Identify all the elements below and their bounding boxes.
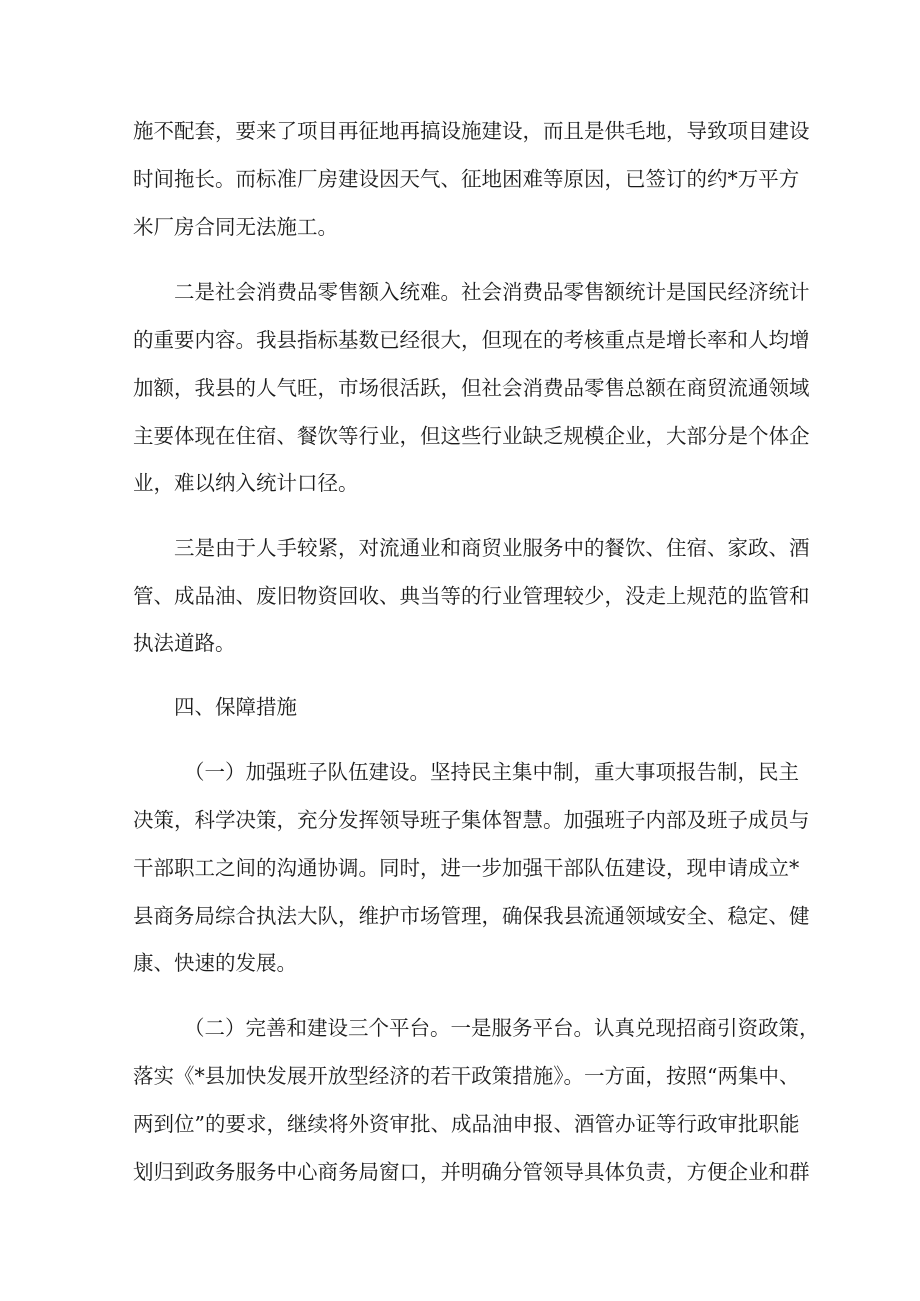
paragraph-2-line-4: 主要体现在住宿、餐饮等行业，但这些行业缺乏规模企业，大部分是个体企	[133, 424, 810, 448]
paragraph-5-line-3: 干部职工之间的沟通协调。同时，进一步加强干部队伍建设，现申请成立*	[133, 856, 800, 880]
paragraph-3-line-3: 执法道路。	[133, 631, 236, 655]
paragraph-1-line-2: 时间拖长。而标准厂房建设因天气、征地困难等原因，已签订的约*万平方	[133, 167, 800, 191]
paragraph-3-line-1: 三是由于人手较紧，对流通业和商贸业服务中的餐饮、住宿、家政、酒	[174, 536, 810, 560]
paragraph-2-line-3: 加额，我县的人气旺，市场很活跃，但社会消费品零售总额在商贸流通领域	[133, 376, 810, 400]
paragraph-2-line-2: 的重要内容。我县指标基数已经很大，但现在的考核重点是增长率和人均增	[133, 328, 810, 352]
paragraph-5-line-4: 县商务局综合执法大队，维护市场管理，确保我县流通领域安全、稳定、健	[133, 904, 810, 928]
paragraph-2-line-5: 业，难以纳入统计口径。	[133, 471, 359, 495]
paragraph-1-line-1: 施不配套，要来了项目再征地再搞设施建设，而且是供毛地，导致项目建设	[133, 119, 810, 143]
paragraph-5-line-5: 康、快速的发展。	[133, 951, 297, 975]
paragraph-5-line-1: （一）加强班子队伍建设。坚持民主集中制，重大事项报告制，民主	[184, 760, 799, 784]
section-heading: 四、保障措施	[174, 695, 297, 719]
paragraph-6-line-3: 两到位”的要求，继续将外资审批、成品油申报、酒管办证等行政审批职能	[133, 1112, 800, 1136]
paragraph-5-line-2: 决策，科学决策，充分发挥领导班子集体智慧。加强班子内部及班子成员与	[133, 808, 810, 832]
paragraph-2-line-1: 二是社会消费品零售额入统难。社会消费品零售额统计是国民经济统计	[174, 280, 810, 304]
paragraph-6-line-1: （二）完善和建设三个平台。一是服务平台。认真兑现招商引资政策，	[184, 1016, 820, 1040]
paragraph-3-line-2: 管、成品油、废旧物资回收、典当等的行业管理较少，没走上规范的监管和	[133, 584, 810, 608]
paragraph-6-line-4: 划归到政务服务中心商务局窗口，并明确分管领导具体负责，方便企业和群	[133, 1160, 810, 1184]
paragraph-6-line-2: 落实《*县加快发展开放型经济的若干政策措施》。一方面，按照“两集中、	[133, 1064, 800, 1088]
paragraph-1-line-3: 米厂房合同无法施工。	[133, 215, 338, 239]
